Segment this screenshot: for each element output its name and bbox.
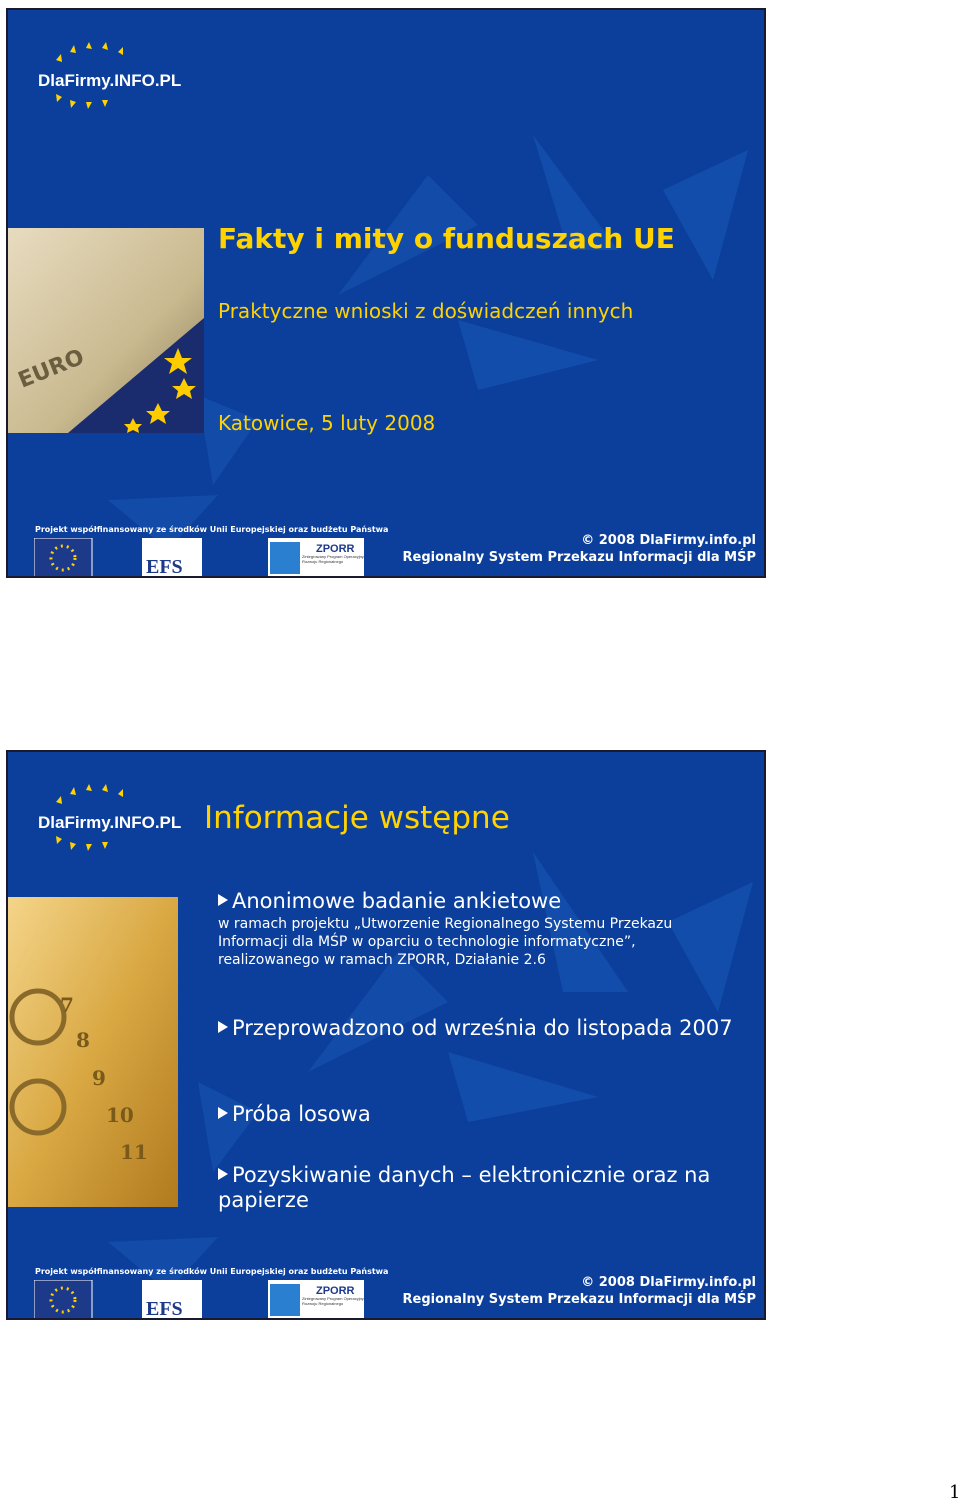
bullet-item: Próba losowa xyxy=(218,1102,758,1127)
bullet-item: Anonimowe badanie ankietowe xyxy=(218,889,758,914)
bullet-arrow-icon xyxy=(218,1168,228,1180)
euro-banknote-photo xyxy=(8,228,204,433)
copyright: © 2008 DlaFirmy.info.pl xyxy=(581,533,756,548)
eu-flag-icon xyxy=(34,1280,92,1320)
bullet-arrow-icon xyxy=(218,1107,228,1119)
zporr-puzzle-icon xyxy=(270,542,300,574)
euro-text: EURO xyxy=(14,344,88,394)
slide-intro xyxy=(6,750,766,1320)
slide-subtitle: Praktyczne wnioski z doświadczeń innych xyxy=(218,299,634,323)
funding-note: Projekt współfinansowany ze środków Unii Europejskiej oraz budżetu Państwa xyxy=(35,1267,389,1276)
zporr-caption: Zintegrowany Program Operacyjny Rozwoju Regionalnego xyxy=(302,554,364,564)
copyright: © 2008 DlaFirmy.info.pl xyxy=(581,1275,756,1290)
footer xyxy=(403,1274,756,1308)
calendar-photo xyxy=(8,897,178,1207)
system-name: Regionalny System Przekazu Informacji dla MŚP xyxy=(402,1292,756,1307)
logo-text: DlaFirmy.INFO.PL xyxy=(38,813,182,832)
bullet-detail: w ramach projektu „Utworzenie Regionalnego Systemu Przekazu Informacji dla MŚP w oparciu o technologie informatyczne”, realizowanego w ramach ZPORR, Działanie 2.6 xyxy=(218,916,673,968)
svg-text:7: 7 xyxy=(60,993,74,1017)
bullet-arrow-icon xyxy=(218,894,228,906)
system-name: Regionalny System Przekazu Informacji dla MŚP xyxy=(402,550,756,565)
bullet-arrow-icon xyxy=(218,1021,228,1033)
efs-logo: EFS xyxy=(146,1298,183,1320)
efs-logo: EFS xyxy=(146,556,183,578)
page-number: 1 xyxy=(949,1482,960,1503)
zporr-logo: ZPORR xyxy=(316,1285,355,1297)
svg-text:10: 10 xyxy=(106,1103,134,1127)
zporr-logo: ZPORR xyxy=(316,543,355,555)
funding-note: Projekt współfinansowany ze środków Unii Europejskiej oraz budżetu Państwa xyxy=(35,525,389,534)
bullet-item: Przeprowadzono od września do listopada 2007 xyxy=(218,1016,758,1041)
zporr-puzzle-icon xyxy=(270,1284,300,1316)
slide-title-heading: Fakty i mity o funduszach UE xyxy=(218,222,675,255)
footer xyxy=(403,532,756,566)
slide-title xyxy=(6,8,766,578)
zporr-caption: Zintegrowany Program Operacyjny Rozwoju Regionalnego xyxy=(302,1296,364,1306)
svg-text:8: 8 xyxy=(76,1028,90,1052)
dlafirmy-logo xyxy=(36,784,186,859)
eu-flag-icon xyxy=(34,538,92,578)
event-date: Katowice, 5 luty 2008 xyxy=(218,411,436,435)
bullet-item: Pozyskiwanie danych – elektronicznie oraz na papierze xyxy=(218,1163,711,1212)
svg-text:11: 11 xyxy=(120,1140,148,1164)
logo-text: DlaFirmy.INFO.PL xyxy=(38,71,182,90)
funding-logos xyxy=(34,538,374,578)
svg-text:9: 9 xyxy=(92,1066,106,1090)
dlafirmy-logo xyxy=(36,42,186,117)
funding-logos xyxy=(34,1280,374,1320)
slide-title-heading: Informacje wstępne xyxy=(204,800,510,836)
